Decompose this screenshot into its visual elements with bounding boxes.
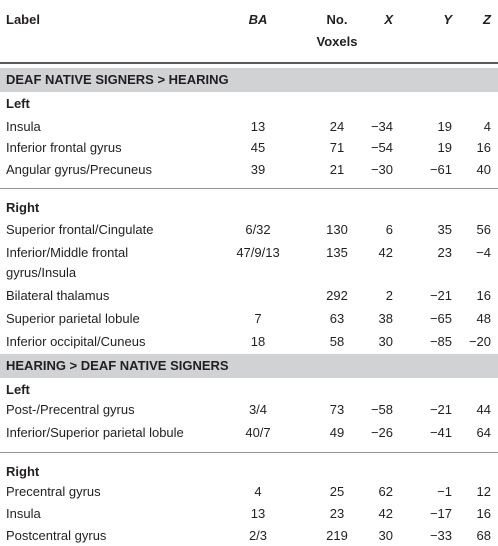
cell-y: −1 xyxy=(437,484,452,499)
cell-z: 16 xyxy=(476,506,491,521)
cell-voxels: 25 xyxy=(329,484,345,499)
cell-x: 30 xyxy=(378,334,393,349)
cell-label: Superior frontal/Cingulate xyxy=(6,222,154,237)
cell-label: Inferior occipital/Cuneus xyxy=(6,334,146,349)
cell-x: 42 xyxy=(378,506,393,521)
cell-ba: 40/7 xyxy=(245,425,271,440)
cell-z: 12 xyxy=(476,484,491,499)
cell-voxels: 292 xyxy=(326,288,348,303)
header-y: Y xyxy=(443,12,452,27)
cell-y: −21 xyxy=(429,288,452,303)
header-ba: BA xyxy=(248,12,268,27)
group-name: Left xyxy=(6,382,30,397)
cell-x: 30 xyxy=(378,528,393,543)
header-voxels-line2: Voxels xyxy=(316,34,358,49)
cell-x: 42 xyxy=(378,245,393,260)
cell-ba: 45 xyxy=(250,140,266,155)
cell-y: 19 xyxy=(437,140,452,155)
cell-x: −54 xyxy=(370,140,393,155)
header-x: X xyxy=(384,12,393,27)
cell-x: −30 xyxy=(370,162,393,177)
cell-voxels: 63 xyxy=(329,311,345,326)
header-voxels-line1: No. xyxy=(326,12,348,27)
cell-ba: 13 xyxy=(250,119,266,134)
cell-z: 16 xyxy=(476,140,491,155)
cell-z: 48 xyxy=(476,311,491,326)
cell-y: −33 xyxy=(429,528,452,543)
cell-voxels: 23 xyxy=(329,506,345,521)
cell-x: 38 xyxy=(378,311,393,326)
cell-ba: 47/9/13 xyxy=(236,245,280,260)
cell-ba: 13 xyxy=(250,506,266,521)
group-divider xyxy=(0,452,498,453)
section-header xyxy=(0,354,498,378)
cell-y: −17 xyxy=(429,506,452,521)
group-name: Left xyxy=(6,96,30,111)
header-rule xyxy=(0,62,498,64)
cell-z: −4 xyxy=(476,245,491,260)
cell-label: Insula xyxy=(6,119,41,134)
cell-label: Inferior frontal gyrus xyxy=(6,140,122,155)
cell-x: 6 xyxy=(385,222,393,237)
cell-label: Inferior/Superior parietal lobule xyxy=(6,425,184,440)
cell-voxels: 135 xyxy=(326,245,348,260)
group-divider xyxy=(0,188,498,189)
cell-voxels: 21 xyxy=(329,162,345,177)
cell-label: Insula xyxy=(6,506,41,521)
cell-y: −21 xyxy=(429,402,452,417)
group-name: Right xyxy=(6,200,40,215)
cell-ba: 3/4 xyxy=(248,402,268,417)
cell-ba: 7 xyxy=(254,311,262,326)
cell-y: 35 xyxy=(437,222,452,237)
section-title: HEARING > DEAF NATIVE SIGNERS xyxy=(6,358,229,373)
cell-z: 64 xyxy=(476,425,491,440)
cell-y: −65 xyxy=(429,311,452,326)
cell-label: Postcentral gyrus xyxy=(6,528,107,543)
cell-ba: 2/3 xyxy=(248,528,268,543)
cell-ba: 39 xyxy=(250,162,266,177)
cell-label: Precentral gyrus xyxy=(6,484,101,499)
cell-z: 44 xyxy=(476,402,491,417)
cell-y: 23 xyxy=(437,245,452,260)
cell-y: −61 xyxy=(429,162,452,177)
section-header xyxy=(0,68,498,92)
cell-label: Superior parietal lobule xyxy=(6,311,140,326)
header-z: Z xyxy=(483,12,491,27)
section-title: DEAF NATIVE SIGNERS > HEARING xyxy=(6,72,229,87)
cell-x: −26 xyxy=(370,425,393,440)
header-label: Label xyxy=(6,12,40,27)
cell-ba: 18 xyxy=(250,334,266,349)
cell-voxels: 49 xyxy=(329,425,345,440)
cell-y: 19 xyxy=(437,119,452,134)
cell-z: 4 xyxy=(483,119,491,134)
cell-x: −34 xyxy=(370,119,393,134)
cell-x: 62 xyxy=(378,484,393,499)
cell-label: Angular gyrus/Precuneus xyxy=(6,162,152,177)
cell-voxels: 71 xyxy=(329,140,345,155)
cell-label: Bilateral thalamus xyxy=(6,288,110,303)
cell-voxels: 58 xyxy=(329,334,345,349)
cell-y: −41 xyxy=(429,425,452,440)
cell-ba: 6/32 xyxy=(245,222,271,237)
cell-voxels: 24 xyxy=(329,119,345,134)
cell-z: 68 xyxy=(476,528,491,543)
cell-x: −58 xyxy=(370,402,393,417)
cell-voxels: 219 xyxy=(326,528,348,543)
cell-label-line2: gyrus/Insula xyxy=(6,265,77,280)
cell-z: −20 xyxy=(468,334,491,349)
cell-y: −85 xyxy=(429,334,452,349)
cell-label: Inferior/Middle frontal xyxy=(6,245,129,260)
cell-label: Post-/Precentral gyrus xyxy=(6,402,135,417)
cell-z: 40 xyxy=(476,162,491,177)
cell-voxels: 73 xyxy=(329,402,345,417)
cell-z: 56 xyxy=(476,222,491,237)
cell-x: 2 xyxy=(385,288,393,303)
cell-z: 16 xyxy=(476,288,491,303)
cell-ba: 4 xyxy=(254,484,262,499)
cell-voxels: 130 xyxy=(326,222,348,237)
group-name: Right xyxy=(6,464,40,479)
